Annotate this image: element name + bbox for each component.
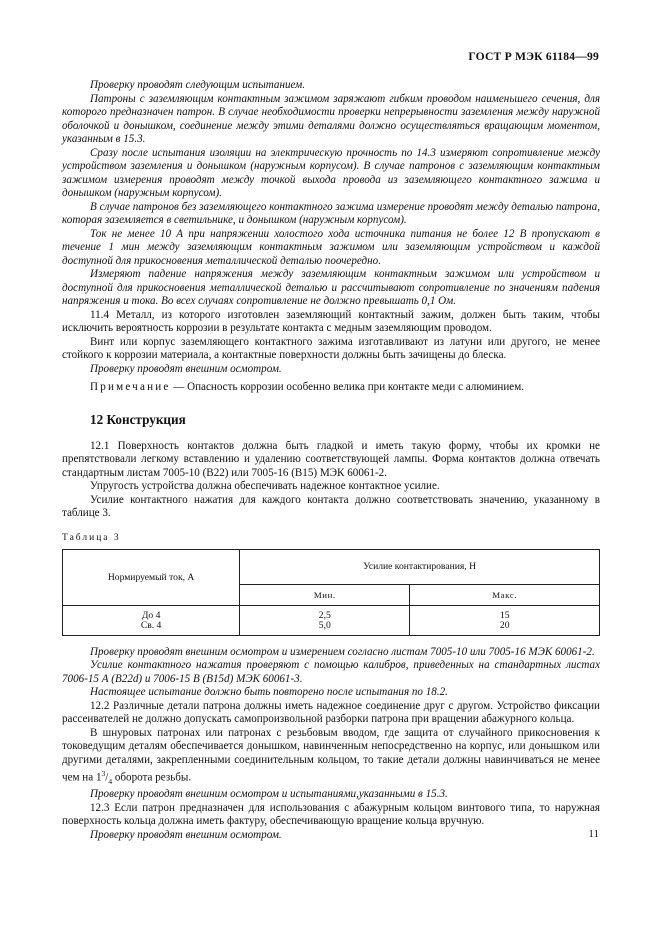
- paragraph: Усилие контактного нажатия проверяют с помощью калибров, приведенных на стандартных листах 7006-15 А (B22d) и 7006-15 В (B15d) МЭК 60061-3.: [62, 659, 600, 685]
- current-cell: До 4 Св. 4: [63, 605, 240, 635]
- paragraph: Сразу после испытания изоляции на электрическую прочность по 14.3 измеряют сопротивление между устройством заземления и донышком (наружным корпусом). В случае патронов с заземляющим контактным зажимом измерения проводят между точкой выхода провода из заземляющего контактного зажима и донышком (наружным корпусом).: [62, 146, 600, 199]
- paragraph: Ток не менее 10 А при напряжении холостого хода источника питания не более 12 В пропускают в течение 1 мин между заземляющим контактным зажимом или заземляющим устройством и каждой доступной для прикосновения металлической деталью поочередно.: [62, 227, 600, 267]
- paragraph: Настоящее испытание должно быть повторено после испытания по 18.2.: [90, 686, 448, 698]
- page-content: [62, 79, 600, 842]
- standard-code-header: ГОСТ Р МЭК 61184—99: [468, 50, 599, 63]
- note: [62, 381, 600, 395]
- paragraph: Усилие контактного нажатия для каждого контакта должно соответствовать значению, указанному в таблице 3.: [62, 493, 600, 519]
- page-number: 11: [588, 828, 599, 840]
- max-cell: 15 20: [410, 605, 600, 635]
- paragraph: Измеряют падение напряжения между заземляющим контактным зажимом или устройством и доступной для прикосновения металлической деталью и рассчитывают сопротивление по значениям падения напряжения и тока. Во всех случаях сопротивление не должно превышать 0,1 Ом.: [62, 268, 600, 307]
- paragraph: Проверку проводят внешним осмотром.: [90, 828, 282, 841]
- clause-12-3: 12.3 Если патрон предназначен для использования с абажурным кольцом винтового типа, то наружная поверхность кольца должна иметь фактуру, обеспечивающую вращение кольца вручную.: [62, 801, 600, 828]
- paragraph: В шнуровых патронах или патронах с резьбовым вводом, где защита от случайного прикосновения к токоведущим деталям обеспечивается донышком, навинченным непосредственно на корпус, или донышком или другими деталями, закрепленными соединительным кольцом, то такие детали должны навинчиваться не менее чем на $1^3/_4$ оборота резьбы.: [62, 726, 600, 786]
- note-label: Примечание: [90, 381, 171, 393]
- clause-12-1: 12.1 Поверхность контактов должна быть гладкой и иметь такую форму, чтобы их кромки не препятствовали легкому вставлению и удалению соответствующей лампы. Форма контактов должна отвечать стандартным листам 7005-10 (B22) или 7005-16 (B15) МЭК 60061-2.: [62, 439, 600, 479]
- clause-11-4: 11.4 Металл, из которого изготовлен заземляющий контактный зажим, должен быть таким, чтобы исключить вероятность коррозии в результате контакта с медным заземляющим проводом.: [62, 308, 600, 334]
- paragraph: Проверку проводят внешним осмотром и измерением согласно листам 7005-10 или 7005-16 МЭК 60061-2.: [90, 645, 595, 658]
- paragraph: Винт или корпус заземляющего контактного зажима изготавливают из латуни или другого, не менее стойкого к коррозии материала, а контактные поверхности должны быть зачищены до блеска.: [62, 335, 600, 361]
- paragraph: Проверку проводят следующим испытанием.: [90, 79, 305, 91]
- paragraph: Патроны с заземляющим контактным зажимом заряжают гибким проводом наименьшего сечения, для которого предназначен патрон. В случае необходимости проверки непрерывности заземления между наружной оболочкой и донышком, соединение между этими деталями должно осуществляться вращающим моментом, указанным в 15.3.: [62, 92, 600, 145]
- clause-12-2: 12.2 Различные детали патрона должны иметь надежное соединение друг с другом. Устройство фиксации рассеивателей не должно допускать самопроизвольной разборки патрона при вращении абажурного кольца.: [62, 699, 600, 725]
- col-max-header: Макс.: [410, 584, 600, 605]
- col-force-group-header: Усилие контактирования, Н: [240, 549, 600, 584]
- note-text: — Опасность коррозии особенно велика при контакте меди с алюминием.: [170, 381, 525, 393]
- col-min-header: Мин.: [240, 584, 410, 605]
- col-current-header: Нормируемый ток, А: [63, 549, 240, 605]
- contact-force-table: [62, 549, 600, 636]
- table-caption: Таблица 3: [62, 532, 121, 543]
- paragraph: Упругость устройства должна обеспечивать надежное контактное усилие.: [90, 480, 440, 492]
- paragraph: Проверку проводят внешним осмотром и испытаниями,указанными в 15.3.: [90, 788, 448, 801]
- paragraph: Проверку проводят внешним осмотром.: [90, 362, 282, 375]
- paragraph: В случае патронов без заземляющего контактного зажима измерение проводят между деталью патрона, которая заземляется в светильнике, и донышком (наружным корпусом).: [62, 200, 600, 226]
- section-title: 12 Конструкция: [90, 411, 186, 427]
- min-cell: 2,5 5,0: [240, 605, 410, 635]
